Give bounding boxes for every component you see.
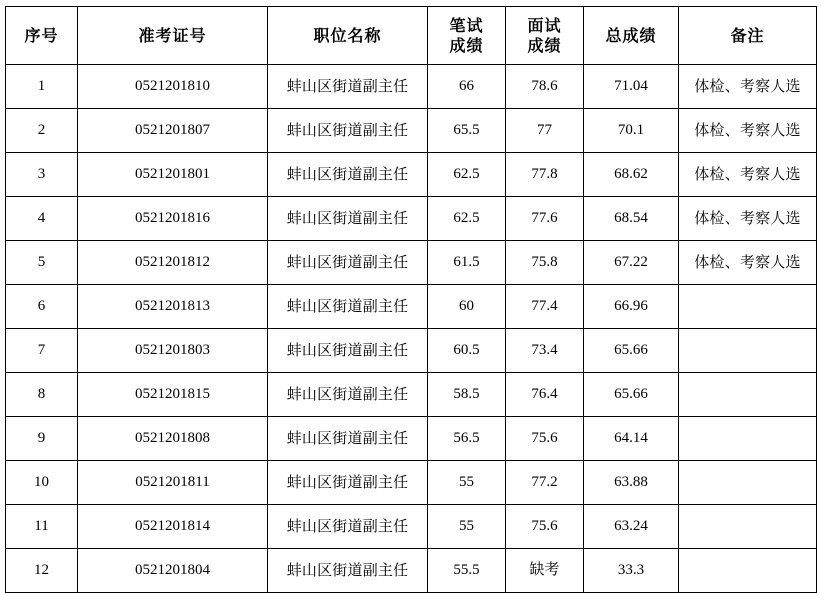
cell-written-score: 61.5 xyxy=(428,241,506,285)
cell-index: 11 xyxy=(6,505,78,549)
cell-position: 蚌山区街道副主任 xyxy=(268,505,428,549)
cell-ticket: 0521201804 xyxy=(78,549,268,593)
cell-index: 8 xyxy=(6,373,78,417)
table-row xyxy=(6,197,817,241)
column-header-position xyxy=(268,7,428,65)
cell-total-score: 71.04 xyxy=(584,65,679,109)
cell-written-score: 55 xyxy=(428,461,506,505)
cell-position: 蚌山区街道副主任 xyxy=(268,329,428,373)
table-row xyxy=(6,461,817,505)
cell-interview-score: 77.8 xyxy=(506,153,584,197)
cell-ticket: 0521201810 xyxy=(78,65,268,109)
cell-interview-score: 缺考 xyxy=(506,549,584,593)
table-row xyxy=(6,285,817,329)
cell-remark xyxy=(679,461,817,505)
column-header-written-line-1: 笔试 xyxy=(449,15,484,35)
cell-index: 6 xyxy=(6,285,78,329)
cell-remark: 体检、考察人选 xyxy=(679,241,817,285)
cell-ticket: 0521201811 xyxy=(78,461,268,505)
cell-written-score: 60 xyxy=(428,285,506,329)
column-header-index xyxy=(6,7,78,65)
column-header-interview-score xyxy=(506,7,584,65)
column-header-ticket-line-1: 准考证号 xyxy=(138,25,207,45)
cell-interview-score: 77.2 xyxy=(506,461,584,505)
column-header-total-line-1: 总成绩 xyxy=(605,25,657,45)
cell-index: 9 xyxy=(6,417,78,461)
cell-position: 蚌山区街道副主任 xyxy=(268,373,428,417)
cell-position: 蚌山区街道副主任 xyxy=(268,109,428,153)
cell-remark xyxy=(679,373,817,417)
cell-remark: 体检、考察人选 xyxy=(679,65,817,109)
cell-ticket: 0521201803 xyxy=(78,329,268,373)
document-page xyxy=(0,6,821,579)
table-row xyxy=(6,505,817,549)
cell-interview-score: 76.4 xyxy=(506,373,584,417)
cell-position: 蚌山区街道副主任 xyxy=(268,197,428,241)
table-row xyxy=(6,549,817,593)
cell-written-score: 55 xyxy=(428,505,506,549)
cell-interview-score: 78.6 xyxy=(506,65,584,109)
table-header xyxy=(6,7,817,65)
table-row xyxy=(6,241,817,285)
cell-index: 5 xyxy=(6,241,78,285)
table-row xyxy=(6,417,817,461)
cell-position: 蚌山区街道副主任 xyxy=(268,417,428,461)
cell-remark xyxy=(679,549,817,593)
cell-written-score: 60.5 xyxy=(428,329,506,373)
cell-total-score: 66.96 xyxy=(584,285,679,329)
cell-remark: 体检、考察人选 xyxy=(679,109,817,153)
cell-written-score: 65.5 xyxy=(428,109,506,153)
table-row xyxy=(6,109,817,153)
table-body xyxy=(6,65,817,593)
cell-interview-score: 77.6 xyxy=(506,197,584,241)
column-header-position-line-1: 职位名称 xyxy=(313,25,382,45)
cell-total-score: 70.1 xyxy=(584,109,679,153)
cell-total-score: 67.22 xyxy=(584,241,679,285)
table-row xyxy=(6,153,817,197)
cell-interview-score: 77 xyxy=(506,109,584,153)
score-table xyxy=(5,6,817,593)
cell-remark: 体检、考察人选 xyxy=(679,153,817,197)
cell-interview-score: 73.4 xyxy=(506,329,584,373)
column-header-remark-line-1: 备注 xyxy=(730,25,765,45)
column-header-interview-line-2: 成绩 xyxy=(527,35,562,55)
table-header-row xyxy=(6,7,817,65)
cell-ticket: 0521201813 xyxy=(78,285,268,329)
cell-written-score: 62.5 xyxy=(428,153,506,197)
cell-position: 蚌山区街道副主任 xyxy=(268,285,428,329)
table-row xyxy=(6,65,817,109)
cell-ticket: 0521201812 xyxy=(78,241,268,285)
cell-written-score: 58.5 xyxy=(428,373,506,417)
cell-index: 7 xyxy=(6,329,78,373)
cell-interview-score: 75.6 xyxy=(506,505,584,549)
cell-position: 蚌山区街道副主任 xyxy=(268,241,428,285)
cell-written-score: 56.5 xyxy=(428,417,506,461)
cell-written-score: 55.5 xyxy=(428,549,506,593)
cell-index: 3 xyxy=(6,153,78,197)
cell-ticket: 0521201816 xyxy=(78,197,268,241)
cell-ticket: 0521201807 xyxy=(78,109,268,153)
cell-ticket: 0521201801 xyxy=(78,153,268,197)
cell-ticket: 0521201808 xyxy=(78,417,268,461)
cell-interview-score: 75.8 xyxy=(506,241,584,285)
cell-remark xyxy=(679,329,817,373)
cell-index: 1 xyxy=(6,65,78,109)
cell-interview-score: 75.6 xyxy=(506,417,584,461)
cell-position: 蚌山区街道副主任 xyxy=(268,461,428,505)
column-header-written-score xyxy=(428,7,506,65)
cell-remark xyxy=(679,285,817,329)
cell-total-score: 65.66 xyxy=(584,329,679,373)
cell-total-score: 68.54 xyxy=(584,197,679,241)
cell-position: 蚌山区街道副主任 xyxy=(268,65,428,109)
table-row xyxy=(6,373,817,417)
cell-index: 2 xyxy=(6,109,78,153)
cell-remark: 体检、考察人选 xyxy=(679,197,817,241)
cell-total-score: 63.24 xyxy=(584,505,679,549)
cell-position: 蚌山区街道副主任 xyxy=(268,549,428,593)
cell-index: 10 xyxy=(6,461,78,505)
cell-remark xyxy=(679,505,817,549)
column-header-total-score xyxy=(584,7,679,65)
table-row xyxy=(6,329,817,373)
cell-position: 蚌山区街道副主任 xyxy=(268,153,428,197)
cell-index: 12 xyxy=(6,549,78,593)
cell-total-score: 64.14 xyxy=(584,417,679,461)
column-header-ticket xyxy=(78,7,268,65)
column-header-written-line-2: 成绩 xyxy=(449,35,484,55)
cell-ticket: 0521201815 xyxy=(78,373,268,417)
cell-total-score: 65.66 xyxy=(584,373,679,417)
cell-total-score: 68.62 xyxy=(584,153,679,197)
cell-written-score: 62.5 xyxy=(428,197,506,241)
column-header-interview-line-1: 面试 xyxy=(527,15,562,35)
column-header-remark xyxy=(679,7,817,65)
cell-ticket: 0521201814 xyxy=(78,505,268,549)
cell-interview-score: 77.4 xyxy=(506,285,584,329)
column-header-index-line-1: 序号 xyxy=(24,25,59,45)
cell-written-score: 66 xyxy=(428,65,506,109)
cell-index: 4 xyxy=(6,197,78,241)
cell-remark xyxy=(679,417,817,461)
cell-total-score: 33.3 xyxy=(584,549,679,593)
cell-total-score: 63.88 xyxy=(584,461,679,505)
